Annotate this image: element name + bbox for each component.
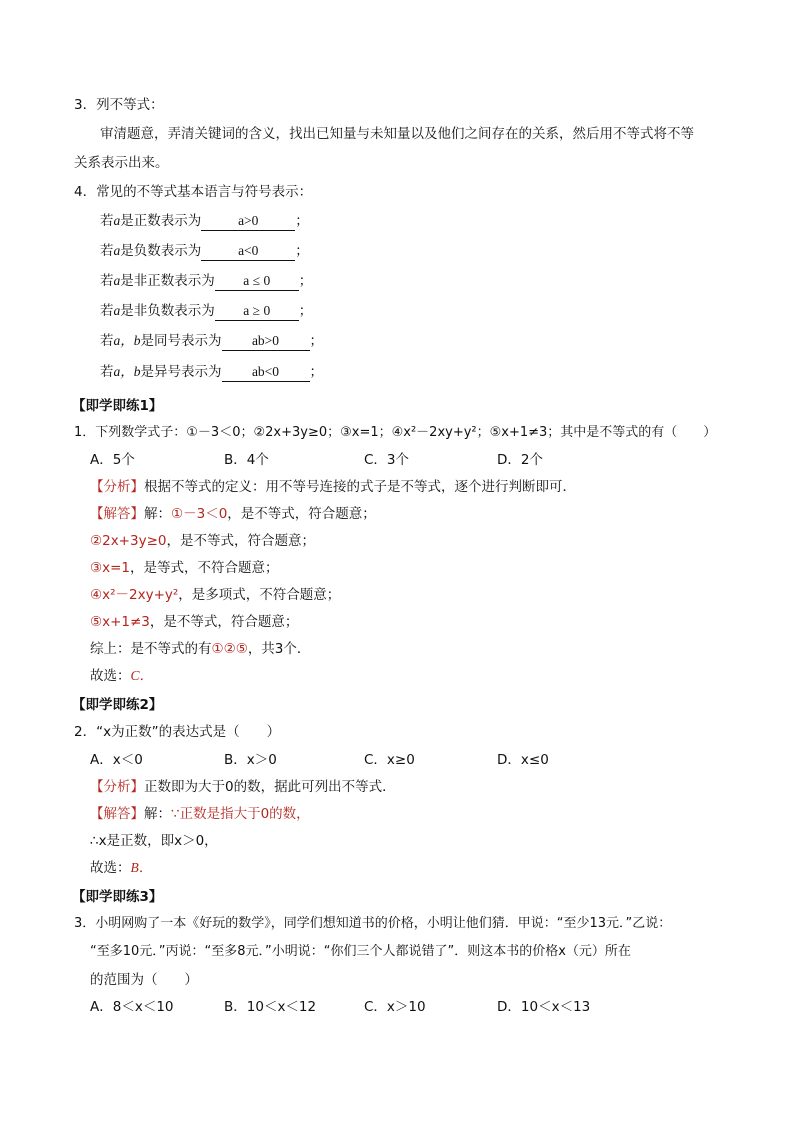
section-3-title: 3．列不等式： [74, 97, 164, 113]
exercise-1-answer: 【解答】解：①－3＜0，是不等式，符合题意； [90, 506, 376, 522]
exercise-1-step-2: ②2x+3y≥0，是不等式，符合题意； [90, 533, 315, 549]
exercise-2-heading: 【即学即练2】 [72, 697, 163, 713]
exercise-3-question-line2: “至多10元．”丙说：“至多8元．”小明说：“你们三个人都说错了”．则这本书的价格x（元）所在 [90, 944, 631, 959]
rule-blank: ab>0 [222, 332, 310, 351]
section-3-body-line2: 关系表示出来。 [74, 155, 169, 171]
rule-negative: 若a是负数表示为 a<0 ； [100, 243, 309, 259]
rule-non-negative: 若a是非负数表示为 a ≥ 0 ； [100, 303, 313, 319]
exercise-2-question: 2．“x为正数”的表达式是（ ） [74, 724, 281, 740]
exercise-3-heading: 【即学即练3】 [72, 889, 163, 905]
exercise-1-option-b: B．4个 [224, 452, 269, 468]
exercise-3-question-line3: 的范围为（ ） [90, 972, 198, 988]
exercise-1-summary: 综上：是不等式的有①②⑤，共3个． [90, 641, 311, 657]
exercise-1-choice: 故选：C． [90, 668, 154, 684]
rule-blank: a>0 [201, 212, 295, 231]
exercise-2-choice: 故选：B． [90, 860, 153, 876]
exercise-1-step-3: ③x=1，是等式，不符合题意； [90, 560, 279, 576]
exercise-2-option-c: C．x≥0 [364, 752, 415, 768]
exercise-3-option-c: C．x＞10 [364, 999, 426, 1015]
exercise-2-option-b: B．x＞0 [224, 752, 277, 768]
exercise-3-option-d: D．10＜x＜13 [497, 999, 591, 1015]
section-4-title: 4．常见的不等式基本语言与符号表示： [74, 184, 313, 200]
rule-blank: a<0 [201, 242, 295, 261]
exercise-1-option-a: A．5个 [90, 452, 135, 468]
exercise-3-question-line1: 3．小明网购了一本《好玩的数学》，同学们想知道书的价格，小明让他们猜．甲说：“至少13元．”乙说： [74, 916, 672, 931]
exercise-2-analysis: 【分析】正数即为大于0的数，据此可列出不等式． [90, 779, 396, 795]
exercise-1-step-5: ⑤x+1≠3，是不等式，符合题意； [90, 614, 299, 630]
exercise-1-analysis: 【分析】根据不等式的定义：用不等号连接的式子是不等式，逐个进行判断即可． [90, 479, 576, 495]
rule-positive: 若a是正数表示为 a>0 ； [100, 213, 309, 229]
rule-blank: a ≤ 0 [215, 272, 299, 291]
exercise-2-answer: 【解答】解：∵正数是指大于0的数， [90, 806, 310, 822]
rule-non-positive: 若a是非正数表示为 a ≤ 0 ； [100, 273, 313, 289]
exercise-2-option-d: D．x≤0 [497, 752, 549, 768]
rule-blank: ab<0 [222, 363, 310, 382]
rule-opposite-sign: 若a，b是异号表示为 ab<0 ； [100, 364, 323, 380]
exercise-2-conclusion: ∴x是正数，即x＞0， [90, 833, 218, 849]
exercise-2-option-a: A．x＜0 [90, 752, 143, 768]
rule-blank: a ≥ 0 [215, 302, 299, 321]
exercise-1-step-4: ④x²－2xy+y²，是多项式，不符合题意； [90, 587, 341, 603]
exercise-3-option-b: B．10＜x＜12 [224, 999, 317, 1015]
rule-same-sign: 若a，b是同号表示为 ab>0 ； [100, 333, 323, 349]
exercise-1-question: 1．下列数学式子：①－3＜0；②2x+3y≥0；③x=1；④x²－2xy+y²；⑤x+1≠3；其中是不等式的有（ ） [74, 425, 717, 440]
exercise-1-heading: 【即学即练1】 [72, 398, 163, 414]
exercise-1-option-d: D．2个 [497, 452, 543, 468]
section-3-body-line1: 审清题意，弄清关键词的含义，找出已知量与未知量以及他们之间存在的关系，然后用不等式将不等 [100, 126, 694, 142]
exercise-1-option-c: C．3个 [364, 452, 410, 468]
exercise-3-option-a: A．8＜x＜10 [90, 999, 174, 1015]
